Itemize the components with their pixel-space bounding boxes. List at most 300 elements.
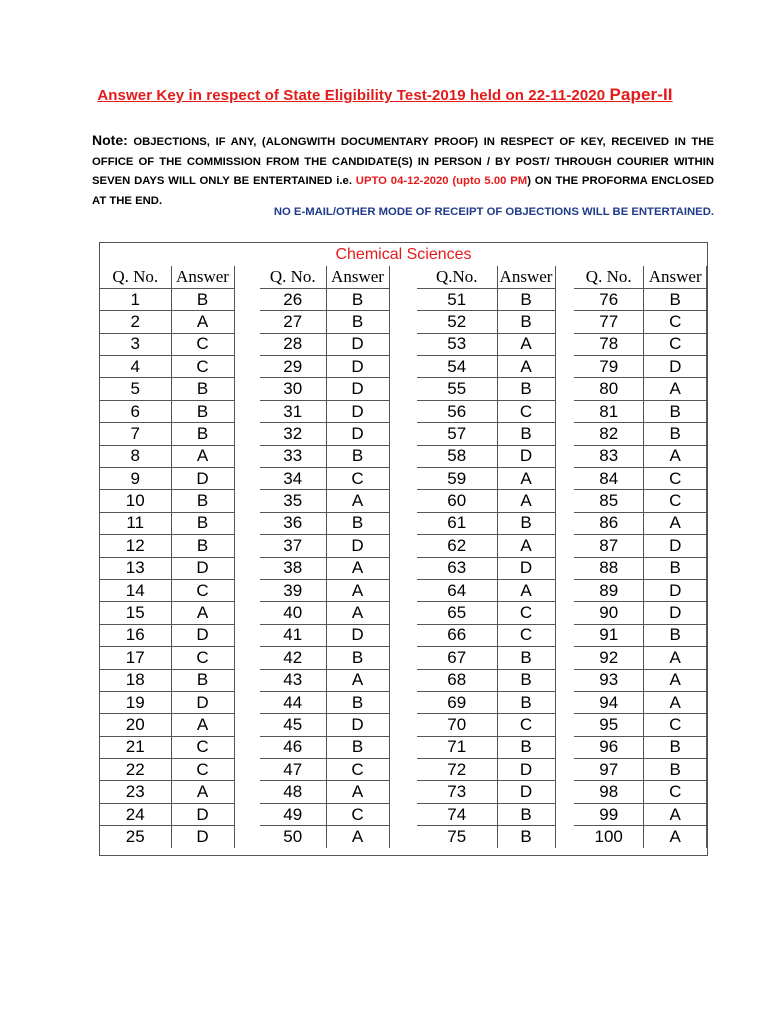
answer-value: D [644, 535, 707, 557]
question-number: 71 [417, 736, 497, 758]
table-row [100, 647, 234, 669]
note-deadline: UPTO 04-12-2020 (upto 5.00 PM [355, 175, 528, 187]
table-row [100, 714, 234, 736]
table-row [100, 468, 234, 490]
question-number: 28 [260, 333, 326, 355]
table-row [100, 400, 234, 422]
question-number: 53 [417, 333, 497, 355]
question-number: 98 [574, 781, 644, 803]
question-number: 55 [417, 378, 497, 400]
answer-value: A [326, 490, 389, 512]
answer-block-4 [574, 266, 707, 848]
question-number: 49 [260, 803, 326, 825]
question-number: 88 [574, 557, 644, 579]
question-number: 69 [417, 691, 497, 713]
qno-header: Q. No. [260, 266, 326, 288]
table-row [260, 759, 389, 781]
question-number: 21 [100, 736, 171, 758]
question-number: 23 [100, 781, 171, 803]
table-row [574, 714, 707, 736]
answer-value: B [497, 803, 555, 825]
table-row [260, 602, 389, 624]
question-number: 93 [574, 669, 644, 691]
table-row [260, 579, 389, 601]
answer-value: B [497, 669, 555, 691]
question-number: 84 [574, 468, 644, 490]
answer-value: D [326, 378, 389, 400]
table-row [100, 535, 234, 557]
table-row [100, 826, 234, 848]
answer-value: A [644, 647, 707, 669]
question-number: 60 [417, 490, 497, 512]
answer-value: A [326, 602, 389, 624]
question-number: 87 [574, 535, 644, 557]
table-row [100, 736, 234, 758]
question-number: 4 [100, 356, 171, 378]
question-number: 64 [417, 579, 497, 601]
answer-value: B [497, 378, 555, 400]
question-number: 1 [100, 288, 171, 310]
answer-value: C [644, 333, 707, 355]
answer-value: B [171, 512, 234, 534]
table-row [100, 490, 234, 512]
question-number: 35 [260, 490, 326, 512]
answer-value: C [326, 468, 389, 490]
table-row [417, 736, 555, 758]
table-row [574, 378, 707, 400]
question-number: 70 [417, 714, 497, 736]
question-number: 40 [260, 602, 326, 624]
table-row [260, 647, 389, 669]
table-row [417, 691, 555, 713]
title-main: Answer Key in respect of State Eligibility Test-2019 held on 22-11-2020 [97, 87, 610, 104]
table-row [260, 781, 389, 803]
question-number: 11 [100, 512, 171, 534]
answer-value: C [171, 579, 234, 601]
answer-value: B [497, 691, 555, 713]
answer-value: D [644, 356, 707, 378]
question-number: 9 [100, 468, 171, 490]
answer-value: B [497, 736, 555, 758]
answer-value: D [171, 826, 234, 848]
answer-value: B [326, 647, 389, 669]
answer-value: A [497, 468, 555, 490]
question-number: 68 [417, 669, 497, 691]
answer-value: D [644, 579, 707, 601]
answer-value: C [644, 714, 707, 736]
answer-value: A [326, 579, 389, 601]
table-row [260, 826, 389, 848]
answer-key-table [99, 242, 708, 856]
answer-value: B [644, 624, 707, 646]
table-row [260, 624, 389, 646]
answer-value: B [171, 669, 234, 691]
question-number: 12 [100, 535, 171, 557]
answer-value: B [326, 445, 389, 467]
question-number: 61 [417, 512, 497, 534]
table-row [574, 736, 707, 758]
table-row [260, 378, 389, 400]
answer-value: C [497, 602, 555, 624]
question-number: 57 [417, 423, 497, 445]
question-number: 16 [100, 624, 171, 646]
answer-value: B [497, 512, 555, 534]
answer-block-3 [417, 266, 556, 848]
answer-value: D [326, 400, 389, 422]
qno-header: Q.No. [417, 266, 497, 288]
table-row [574, 557, 707, 579]
question-number: 97 [574, 759, 644, 781]
question-number: 62 [417, 535, 497, 557]
question-number: 6 [100, 400, 171, 422]
table-row [260, 736, 389, 758]
answer-value: A [497, 535, 555, 557]
question-number: 73 [417, 781, 497, 803]
answer-value: C [497, 714, 555, 736]
table-row [260, 288, 389, 310]
answer-value: C [644, 468, 707, 490]
table-row [574, 356, 707, 378]
table-row [574, 311, 707, 333]
question-number: 54 [417, 356, 497, 378]
title-paper: Paper-II [609, 85, 673, 104]
table-row [417, 333, 555, 355]
table-row [100, 781, 234, 803]
table-row [260, 803, 389, 825]
answer-value: A [644, 803, 707, 825]
question-number: 17 [100, 647, 171, 669]
table-row [260, 512, 389, 534]
answer-value: C [171, 647, 234, 669]
note-label: Note: [92, 132, 128, 148]
answer-value: B [497, 826, 555, 848]
answer-value: B [171, 288, 234, 310]
table-row [417, 602, 555, 624]
answer-value: A [171, 781, 234, 803]
answer-block-2 [260, 266, 390, 848]
answer-value: A [171, 714, 234, 736]
answer-value: A [497, 333, 555, 355]
question-number: 50 [260, 826, 326, 848]
question-number: 2 [100, 311, 171, 333]
question-number: 41 [260, 624, 326, 646]
header-row [100, 266, 234, 288]
note-text-2: ) ON THE PROFORMA ENCLOSED AT THE END. [92, 175, 714, 207]
table-row [417, 647, 555, 669]
table-row [574, 288, 707, 310]
table-row [100, 423, 234, 445]
answer-value: D [171, 557, 234, 579]
table-row [100, 557, 234, 579]
answer-value: D [171, 468, 234, 490]
table-row [574, 512, 707, 534]
answer-value: A [326, 557, 389, 579]
answer-value: C [644, 781, 707, 803]
answer-value: C [326, 759, 389, 781]
answer-value: B [326, 691, 389, 713]
no-email-notice: NO E-MAIL/OTHER MODE OF RECEIPT OF OBJECTIONS WILL BE ENTERTAINED. [273, 206, 714, 218]
answer-value: D [171, 624, 234, 646]
question-number: 20 [100, 714, 171, 736]
answer-value: A [326, 669, 389, 691]
question-number: 19 [100, 691, 171, 713]
question-number: 67 [417, 647, 497, 669]
question-number: 27 [260, 311, 326, 333]
answer-value: C [326, 803, 389, 825]
answer-header: Answer [644, 266, 707, 288]
question-number: 99 [574, 803, 644, 825]
table-row [100, 691, 234, 713]
question-number: 32 [260, 423, 326, 445]
answer-value: A [644, 691, 707, 713]
table-row [574, 400, 707, 422]
answer-value: D [326, 535, 389, 557]
table-row [574, 333, 707, 355]
question-number: 26 [260, 288, 326, 310]
answer-value: B [326, 288, 389, 310]
question-number: 15 [100, 602, 171, 624]
question-number: 72 [417, 759, 497, 781]
answer-value: A [644, 826, 707, 848]
answer-value: B [326, 512, 389, 534]
table-row [260, 468, 389, 490]
table-row [417, 378, 555, 400]
table-row [417, 759, 555, 781]
table-row [417, 512, 555, 534]
question-number: 14 [100, 579, 171, 601]
header-row [417, 266, 555, 288]
answer-value: B [644, 423, 707, 445]
qno-header: Q. No. [574, 266, 644, 288]
answer-value: B [171, 400, 234, 422]
table-row [574, 759, 707, 781]
table-row [417, 535, 555, 557]
question-number: 30 [260, 378, 326, 400]
table-row [417, 288, 555, 310]
answer-value: D [326, 423, 389, 445]
table-row [574, 579, 707, 601]
answer-value: B [644, 759, 707, 781]
header-row [260, 266, 389, 288]
answer-value: D [497, 781, 555, 803]
question-number: 3 [100, 333, 171, 355]
table-row [574, 468, 707, 490]
table-row [417, 445, 555, 467]
question-number: 86 [574, 512, 644, 534]
question-number: 82 [574, 423, 644, 445]
table-row [260, 400, 389, 422]
answer-value: B [326, 311, 389, 333]
table-row [260, 714, 389, 736]
answer-value: C [171, 333, 234, 355]
answer-value: B [644, 400, 707, 422]
question-number: 31 [260, 400, 326, 422]
table-row [260, 535, 389, 557]
answer-value: A [497, 579, 555, 601]
question-number: 81 [574, 400, 644, 422]
question-number: 10 [100, 490, 171, 512]
table-row [574, 691, 707, 713]
answer-value: A [326, 781, 389, 803]
answer-value: A [644, 512, 707, 534]
question-number: 58 [417, 445, 497, 467]
answer-value: A [497, 490, 555, 512]
answer-value: D [497, 445, 555, 467]
table-row [417, 669, 555, 691]
answer-value: A [171, 311, 234, 333]
question-number: 63 [417, 557, 497, 579]
question-number: 5 [100, 378, 171, 400]
question-number: 7 [100, 423, 171, 445]
table-row [100, 624, 234, 646]
answer-value: D [326, 714, 389, 736]
table-row [100, 579, 234, 601]
answer-header: Answer [171, 266, 234, 288]
objection-note [92, 131, 714, 211]
table-row [100, 669, 234, 691]
question-number: 59 [417, 468, 497, 490]
answer-value: B [171, 535, 234, 557]
question-number: 22 [100, 759, 171, 781]
qno-header: Q. No. [100, 266, 171, 288]
question-number: 95 [574, 714, 644, 736]
answer-value: D [497, 557, 555, 579]
answer-value: D [326, 333, 389, 355]
question-number: 45 [260, 714, 326, 736]
answer-value: D [171, 803, 234, 825]
table-row [417, 490, 555, 512]
table-row [417, 714, 555, 736]
answer-value: A [644, 445, 707, 467]
question-number: 37 [260, 535, 326, 557]
answer-value: B [644, 736, 707, 758]
answer-value: C [497, 400, 555, 422]
question-number: 29 [260, 356, 326, 378]
question-number: 43 [260, 669, 326, 691]
table-row [574, 647, 707, 669]
question-number: 8 [100, 445, 171, 467]
table-row [417, 423, 555, 445]
question-number: 74 [417, 803, 497, 825]
table-row [417, 826, 555, 848]
table-row [100, 288, 234, 310]
table-row [574, 781, 707, 803]
table-row [100, 378, 234, 400]
table-row [574, 490, 707, 512]
table-row [100, 512, 234, 534]
answer-header: Answer [497, 266, 555, 288]
question-number: 91 [574, 624, 644, 646]
table-row [417, 356, 555, 378]
table-row [574, 445, 707, 467]
table-row [260, 333, 389, 355]
question-number: 39 [260, 579, 326, 601]
question-number: 77 [574, 311, 644, 333]
answer-value: C [171, 356, 234, 378]
table-row [260, 557, 389, 579]
table-row [260, 691, 389, 713]
answer-value: C [171, 736, 234, 758]
table-row [100, 759, 234, 781]
question-number: 90 [574, 602, 644, 624]
table-row [574, 826, 707, 848]
question-number: 66 [417, 624, 497, 646]
subject-title: Chemical Sciences [335, 246, 472, 263]
table-row [260, 490, 389, 512]
table-row [260, 669, 389, 691]
answer-value: C [644, 311, 707, 333]
question-number: 52 [417, 311, 497, 333]
table-row [417, 400, 555, 422]
table-row [417, 624, 555, 646]
question-number: 24 [100, 803, 171, 825]
table-row [260, 311, 389, 333]
question-number: 34 [260, 468, 326, 490]
table-row [417, 781, 555, 803]
question-number: 78 [574, 333, 644, 355]
question-number: 94 [574, 691, 644, 713]
answer-value: A [326, 826, 389, 848]
question-number: 18 [100, 669, 171, 691]
question-number: 46 [260, 736, 326, 758]
answer-value: B [497, 311, 555, 333]
table-row [574, 803, 707, 825]
answer-value: B [497, 647, 555, 669]
answer-value: D [644, 602, 707, 624]
answer-value: B [171, 423, 234, 445]
answer-value: A [644, 378, 707, 400]
question-number: 89 [574, 579, 644, 601]
question-number: 38 [260, 557, 326, 579]
page-title [0, 85, 770, 105]
question-number: 48 [260, 781, 326, 803]
answer-value: C [171, 759, 234, 781]
table-row [417, 579, 555, 601]
table-row [100, 333, 234, 355]
question-number: 96 [574, 736, 644, 758]
question-number: 100 [574, 826, 644, 848]
table-row [100, 356, 234, 378]
table-row [100, 445, 234, 467]
question-number: 76 [574, 288, 644, 310]
table-row [574, 602, 707, 624]
question-number: 33 [260, 445, 326, 467]
table-row [417, 311, 555, 333]
table-row [574, 535, 707, 557]
question-number: 83 [574, 445, 644, 467]
question-number: 75 [417, 826, 497, 848]
header-row [574, 266, 707, 288]
question-number: 51 [417, 288, 497, 310]
answer-block-1 [100, 266, 235, 848]
table-row [574, 669, 707, 691]
table-row [100, 311, 234, 333]
question-number: 13 [100, 557, 171, 579]
table-row [260, 445, 389, 467]
answer-value: B [171, 490, 234, 512]
question-number: 85 [574, 490, 644, 512]
answer-value: B [644, 557, 707, 579]
table-row [100, 602, 234, 624]
answer-value: B [171, 378, 234, 400]
table-row [417, 468, 555, 490]
question-number: 47 [260, 759, 326, 781]
answer-value: A [497, 356, 555, 378]
question-number: 65 [417, 602, 497, 624]
answer-value: B [644, 288, 707, 310]
question-number: 56 [417, 400, 497, 422]
answer-value: C [497, 624, 555, 646]
